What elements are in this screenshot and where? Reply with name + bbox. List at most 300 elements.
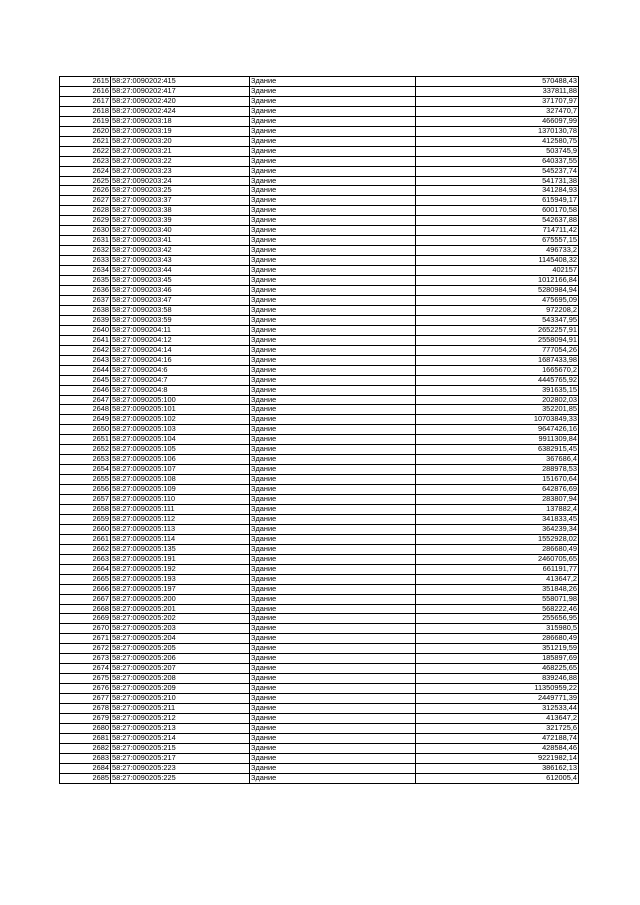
cadastral-value-cell: 4445765,92	[416, 375, 579, 385]
object-type-cell: Здание	[250, 295, 416, 305]
cadastral-value-cell: 642876,69	[416, 485, 579, 495]
cadastral-value-cell: 10703849,33	[416, 415, 579, 425]
cadastral-value-cell: 600170,58	[416, 206, 579, 216]
cadastral-value-cell: 402157	[416, 266, 579, 276]
cadastral-number-cell: 58:27:0090203:42	[111, 246, 250, 256]
row-number-cell: 2643	[60, 355, 111, 365]
row-number-cell: 2623	[60, 156, 111, 166]
table-row	[60, 564, 579, 574]
cadastral-value-cell: 327470,7	[416, 106, 579, 116]
cadastral-value-cell: 371707,97	[416, 96, 579, 106]
cadastral-number-cell: 58:27:0090205:214	[111, 733, 250, 743]
table-row	[60, 445, 579, 455]
cadastral-number-cell: 58:27:0090203:41	[111, 236, 250, 246]
row-number-cell: 2632	[60, 246, 111, 256]
object-type-cell: Здание	[250, 405, 416, 415]
cadastral-number-cell: 58:27:0090205:203	[111, 624, 250, 634]
cadastral-value-cell: 364239,34	[416, 524, 579, 534]
table-row	[60, 405, 579, 415]
cadastral-number-cell: 58:27:0090205:107	[111, 465, 250, 475]
row-number-cell: 2645	[60, 375, 111, 385]
table-row	[60, 624, 579, 634]
row-number-cell: 2640	[60, 325, 111, 335]
cadastral-value-cell: 558071,98	[416, 594, 579, 604]
object-type-cell: Здание	[250, 684, 416, 694]
cadastral-value-cell: 612005,4	[416, 773, 579, 783]
row-number-cell: 2641	[60, 335, 111, 345]
object-type-cell: Здание	[250, 475, 416, 485]
cadastral-number-cell: 58:27:0090205:114	[111, 534, 250, 544]
cadastral-number-cell: 58:27:0090205:102	[111, 415, 250, 425]
cadastral-value-cell: 288978,53	[416, 465, 579, 475]
table-row	[60, 335, 579, 345]
cadastral-number-cell: 58:27:0090203:22	[111, 156, 250, 166]
table-row	[60, 126, 579, 136]
object-type-cell: Здание	[250, 166, 416, 176]
cadastral-value-cell: 714711,42	[416, 226, 579, 236]
cadastral-number-cell: 58:27:0090203:45	[111, 276, 250, 286]
object-type-cell: Здание	[250, 206, 416, 216]
cadastral-value-cell: 137882,4	[416, 504, 579, 514]
cadastral-value-cell: 386162,13	[416, 763, 579, 773]
cadastral-number-cell: 58:27:0090205:211	[111, 704, 250, 714]
row-number-cell: 2637	[60, 295, 111, 305]
table-row	[60, 644, 579, 654]
table-row	[60, 246, 579, 256]
table-row	[60, 156, 579, 166]
row-number-cell: 2680	[60, 723, 111, 733]
object-type-cell: Здание	[250, 116, 416, 126]
table-row	[60, 375, 579, 385]
cadastral-number-cell: 58:27:0090205:100	[111, 395, 250, 405]
cadastral-number-cell: 58:27:0090203:58	[111, 305, 250, 315]
object-type-cell: Здание	[250, 763, 416, 773]
row-number-cell: 2658	[60, 504, 111, 514]
object-type-cell: Здание	[250, 624, 416, 634]
cadastral-value-cell: 615949,17	[416, 196, 579, 206]
row-number-cell: 2625	[60, 176, 111, 186]
cadastral-value-cell: 185897,69	[416, 654, 579, 664]
cadastral-number-cell: 58:27:0090205:205	[111, 644, 250, 654]
row-number-cell: 2636	[60, 286, 111, 296]
cadastral-number-cell: 58:27:0090205:112	[111, 514, 250, 524]
cadastral-value-cell: 839246,88	[416, 674, 579, 684]
cadastral-number-cell: 58:27:0090205:191	[111, 554, 250, 564]
table-row	[60, 714, 579, 724]
table-row	[60, 574, 579, 584]
cadastral-value-cell: 255656,95	[416, 614, 579, 624]
row-number-cell: 2651	[60, 435, 111, 445]
table-row	[60, 733, 579, 743]
object-type-cell: Здание	[250, 266, 416, 276]
object-type-cell: Здание	[250, 315, 416, 325]
object-type-cell: Здание	[250, 753, 416, 763]
cadastral-value-cell: 315980,5	[416, 624, 579, 634]
object-type-cell: Здание	[250, 604, 416, 614]
object-type-cell: Здание	[250, 544, 416, 554]
cadastral-number-cell: 58:27:0090205:204	[111, 634, 250, 644]
row-number-cell: 2620	[60, 126, 111, 136]
cadastral-value-cell: 9221982,14	[416, 753, 579, 763]
cadastral-value-cell: 640337,55	[416, 156, 579, 166]
cadastral-value-cell: 1012166,84	[416, 276, 579, 286]
cadastral-number-cell: 58:27:0090204:6	[111, 365, 250, 375]
table-row	[60, 455, 579, 465]
table-row	[60, 186, 579, 196]
table-row	[60, 295, 579, 305]
row-number-cell: 2618	[60, 106, 111, 116]
object-type-cell: Здание	[250, 425, 416, 435]
object-type-cell: Здание	[250, 256, 416, 266]
row-number-cell: 2628	[60, 206, 111, 216]
object-type-cell: Здание	[250, 286, 416, 296]
cadastral-value-cell: 413647,2	[416, 714, 579, 724]
cadastral-value-cell: 341833,45	[416, 514, 579, 524]
table-row	[60, 743, 579, 753]
cadastral-number-cell: 58:27:0090203:40	[111, 226, 250, 236]
cadastral-number-cell: 58:27:0090205:212	[111, 714, 250, 724]
table-row	[60, 534, 579, 544]
table-row	[60, 325, 579, 335]
cadastral-number-cell: 58:27:0090202:417	[111, 86, 250, 96]
row-number-cell: 2642	[60, 345, 111, 355]
cadastral-number-cell: 58:27:0090205:108	[111, 475, 250, 485]
row-number-cell: 2670	[60, 624, 111, 634]
cadastral-number-cell: 58:27:0090205:197	[111, 584, 250, 594]
row-number-cell: 2671	[60, 634, 111, 644]
cadastral-value-cell: 1665670,2	[416, 365, 579, 375]
cadastral-number-cell: 58:27:0090205:213	[111, 723, 250, 733]
row-number-cell: 2677	[60, 694, 111, 704]
cadastral-value-cell: 202802,03	[416, 395, 579, 405]
cadastral-value-cell: 475695,09	[416, 295, 579, 305]
row-number-cell: 2674	[60, 664, 111, 674]
cadastral-number-cell: 58:27:0090205:193	[111, 574, 250, 584]
table-row	[60, 106, 579, 116]
cadastral-value-cell: 1552928,02	[416, 534, 579, 544]
object-type-cell: Здание	[250, 96, 416, 106]
row-number-cell: 2672	[60, 644, 111, 654]
cadastral-number-cell: 58:27:0090204:11	[111, 325, 250, 335]
object-type-cell: Здание	[250, 126, 416, 136]
object-type-cell: Здание	[250, 465, 416, 475]
cadastral-value-cell: 9647426,16	[416, 425, 579, 435]
object-type-cell: Здание	[250, 733, 416, 743]
table-row	[60, 594, 579, 604]
cadastral-value-cell: 9911309,84	[416, 435, 579, 445]
cadastral-number-cell: 58:27:0090203:47	[111, 295, 250, 305]
object-type-cell: Здание	[250, 485, 416, 495]
cadastral-value-cell: 286680,49	[416, 544, 579, 554]
object-type-cell: Здание	[250, 594, 416, 604]
table-row	[60, 524, 579, 534]
cadastral-number-cell: 58:27:0090205:202	[111, 614, 250, 624]
table-row	[60, 315, 579, 325]
row-number-cell: 2626	[60, 186, 111, 196]
table-row	[60, 136, 579, 146]
object-type-cell: Здание	[250, 694, 416, 704]
cadastral-value-cell: 321725,6	[416, 723, 579, 733]
cadastral-value-cell: 777054,26	[416, 345, 579, 355]
cadastral-value-cell: 151670,64	[416, 475, 579, 485]
object-type-cell: Здание	[250, 574, 416, 584]
cadastral-number-cell: 58:27:0090205:207	[111, 664, 250, 674]
table-row	[60, 226, 579, 236]
row-number-cell: 2663	[60, 554, 111, 564]
object-type-cell: Здание	[250, 445, 416, 455]
cadastral-number-cell: 58:27:0090205:109	[111, 485, 250, 495]
cadastral-value-cell: 367686,4	[416, 455, 579, 465]
table-row	[60, 604, 579, 614]
table-row	[60, 465, 579, 475]
row-number-cell: 2621	[60, 136, 111, 146]
cadastral-value-cell: 472188,74	[416, 733, 579, 743]
table-row	[60, 654, 579, 664]
cadastral-number-cell: 58:27:0090203:19	[111, 126, 250, 136]
object-type-cell: Здание	[250, 495, 416, 505]
row-number-cell: 2635	[60, 276, 111, 286]
table-row	[60, 176, 579, 186]
row-number-cell: 2644	[60, 365, 111, 375]
table-row	[60, 206, 579, 216]
cadastral-number-cell: 58:27:0090204:7	[111, 375, 250, 385]
cadastral-number-cell: 58:27:0090202:424	[111, 106, 250, 116]
cadastral-number-cell: 58:27:0090203:21	[111, 146, 250, 156]
row-number-cell: 2659	[60, 514, 111, 524]
object-type-cell: Здание	[250, 106, 416, 116]
object-type-cell: Здание	[250, 504, 416, 514]
object-type-cell: Здание	[250, 246, 416, 256]
row-number-cell: 2639	[60, 315, 111, 325]
cadastral-value-cell: 351219,59	[416, 644, 579, 654]
object-type-cell: Здание	[250, 674, 416, 684]
row-number-cell: 2661	[60, 534, 111, 544]
table-row	[60, 475, 579, 485]
row-number-cell: 2652	[60, 445, 111, 455]
object-type-cell: Здание	[250, 146, 416, 156]
cadastral-value-cell: 283807,94	[416, 495, 579, 505]
object-type-cell: Здание	[250, 385, 416, 395]
object-type-cell: Здание	[250, 714, 416, 724]
table-row	[60, 694, 579, 704]
row-number-cell: 2649	[60, 415, 111, 425]
cadastral-number-cell: 58:27:0090205:135	[111, 544, 250, 554]
table-row	[60, 634, 579, 644]
table-row	[60, 704, 579, 714]
row-number-cell: 2667	[60, 594, 111, 604]
row-number-cell: 2679	[60, 714, 111, 724]
object-type-cell: Здание	[250, 435, 416, 445]
table-row	[60, 216, 579, 226]
table-row	[60, 305, 579, 315]
row-number-cell: 2633	[60, 256, 111, 266]
table-row	[60, 256, 579, 266]
table-row	[60, 196, 579, 206]
object-type-cell: Здание	[250, 514, 416, 524]
table-row	[60, 495, 579, 505]
table-row	[60, 514, 579, 524]
table-row	[60, 435, 579, 445]
row-number-cell: 2685	[60, 773, 111, 783]
row-number-cell: 2654	[60, 465, 111, 475]
object-type-cell: Здание	[250, 554, 416, 564]
table-row	[60, 77, 579, 87]
cadastral-value-cell: 570488,43	[416, 77, 579, 87]
cadastral-number-cell: 58:27:0090205:215	[111, 743, 250, 753]
row-number-cell: 2678	[60, 704, 111, 714]
cadastral-value-cell: 466097,99	[416, 116, 579, 126]
cadastral-number-cell: 58:27:0090204:16	[111, 355, 250, 365]
cadastral-value-cell: 496733,2	[416, 246, 579, 256]
table-row	[60, 345, 579, 355]
cadastral-number-cell: 58:27:0090203:23	[111, 166, 250, 176]
cadastral-value-cell: 1145408,32	[416, 256, 579, 266]
cadastral-number-cell: 58:27:0090205:225	[111, 773, 250, 783]
cadastral-number-cell: 58:27:0090205:208	[111, 674, 250, 684]
cadastral-number-cell: 58:27:0090205:111	[111, 504, 250, 514]
table-row	[60, 276, 579, 286]
row-number-cell: 2682	[60, 743, 111, 753]
table-row	[60, 146, 579, 156]
cadastral-value-cell: 5280984,94	[416, 286, 579, 296]
table-row	[60, 96, 579, 106]
row-number-cell: 2665	[60, 574, 111, 584]
cadastral-number-cell: 58:27:0090203:46	[111, 286, 250, 296]
cadastral-value-cell: 543347,95	[416, 315, 579, 325]
cadastral-value-cell: 1687433,98	[416, 355, 579, 365]
row-number-cell: 2657	[60, 495, 111, 505]
cadastral-number-cell: 58:27:0090205:106	[111, 455, 250, 465]
cadastral-number-cell: 58:27:0090204:14	[111, 345, 250, 355]
cadastral-number-cell: 58:27:0090205:101	[111, 405, 250, 415]
cadastral-value-cell: 341284,93	[416, 186, 579, 196]
object-type-cell: Здание	[250, 276, 416, 286]
object-type-cell: Здание	[250, 335, 416, 345]
object-type-cell: Здание	[250, 704, 416, 714]
cadastral-number-cell: 58:27:0090204:8	[111, 385, 250, 395]
cadastral-value-cell: 428584,46	[416, 743, 579, 753]
table-row	[60, 614, 579, 624]
table-body	[60, 77, 579, 784]
cadastral-value-cell: 972208,2	[416, 305, 579, 315]
row-number-cell: 2650	[60, 425, 111, 435]
object-type-cell: Здание	[250, 345, 416, 355]
object-type-cell: Здание	[250, 564, 416, 574]
table-row	[60, 355, 579, 365]
table-row	[60, 753, 579, 763]
object-type-cell: Здание	[250, 534, 416, 544]
table-row	[60, 415, 579, 425]
cadastral-number-cell: 58:27:0090205:105	[111, 445, 250, 455]
cadastral-value-cell: 503745,9	[416, 146, 579, 156]
table-row	[60, 773, 579, 783]
cadastral-number-cell: 58:27:0090205:103	[111, 425, 250, 435]
table-row	[60, 485, 579, 495]
row-number-cell: 2622	[60, 146, 111, 156]
cadastral-number-cell: 58:27:0090204:12	[111, 335, 250, 345]
row-number-cell: 2647	[60, 395, 111, 405]
cadastral-number-cell: 58:27:0090205:104	[111, 435, 250, 445]
row-number-cell: 2681	[60, 733, 111, 743]
object-type-cell: Здание	[250, 773, 416, 783]
object-type-cell: Здание	[250, 375, 416, 385]
table-row	[60, 504, 579, 514]
cadastral-value-cell: 541731,38	[416, 176, 579, 186]
table-row	[60, 554, 579, 564]
cadastral-number-cell: 58:27:0090203:25	[111, 186, 250, 196]
cadastral-number-cell: 58:27:0090205:217	[111, 753, 250, 763]
cadastral-number-cell: 58:27:0090205:223	[111, 763, 250, 773]
object-type-cell: Здание	[250, 216, 416, 226]
cadastral-value-cell: 413647,2	[416, 574, 579, 584]
object-type-cell: Здание	[250, 77, 416, 87]
object-type-cell: Здание	[250, 236, 416, 246]
row-number-cell: 2675	[60, 674, 111, 684]
table-row	[60, 395, 579, 405]
object-type-cell: Здание	[250, 664, 416, 674]
table-row	[60, 286, 579, 296]
cadastral-number-cell: 58:27:0090205:209	[111, 684, 250, 694]
cadastral-number-cell: 58:27:0090203:38	[111, 206, 250, 216]
table-row	[60, 763, 579, 773]
object-type-cell: Здание	[250, 226, 416, 236]
object-type-cell: Здание	[250, 644, 416, 654]
object-type-cell: Здание	[250, 455, 416, 465]
object-type-cell: Здание	[250, 395, 416, 405]
row-number-cell: 2634	[60, 266, 111, 276]
cadastral-value-cell: 661191,77	[416, 564, 579, 574]
row-number-cell: 2660	[60, 524, 111, 534]
cadastral-value-cell: 1370130,78	[416, 126, 579, 136]
table-row	[60, 236, 579, 246]
object-type-cell: Здание	[250, 743, 416, 753]
table-row	[60, 684, 579, 694]
object-type-cell: Здание	[250, 176, 416, 186]
cadastral-value-cell: 468225,65	[416, 664, 579, 674]
cadastral-value-cell: 2558094,91	[416, 335, 579, 345]
cadastral-value-cell: 352201,85	[416, 405, 579, 415]
row-number-cell: 2646	[60, 385, 111, 395]
object-type-cell: Здание	[250, 305, 416, 315]
object-type-cell: Здание	[250, 634, 416, 644]
cadastral-number-cell: 58:27:0090203:43	[111, 256, 250, 266]
table-row	[60, 723, 579, 733]
table-row	[60, 544, 579, 554]
cadastral-value-cell: 337811,88	[416, 86, 579, 96]
row-number-cell: 2631	[60, 236, 111, 246]
cadastral-number-cell: 58:27:0090203:44	[111, 266, 250, 276]
row-number-cell: 2629	[60, 216, 111, 226]
object-type-cell: Здание	[250, 654, 416, 664]
cadastral-value-cell: 545237,74	[416, 166, 579, 176]
object-type-cell: Здание	[250, 723, 416, 733]
row-number-cell: 2615	[60, 77, 111, 87]
row-number-cell: 2656	[60, 485, 111, 495]
table-row	[60, 584, 579, 594]
object-type-cell: Здание	[250, 156, 416, 166]
table-row	[60, 86, 579, 96]
table-row	[60, 266, 579, 276]
row-number-cell: 2624	[60, 166, 111, 176]
row-number-cell: 2666	[60, 584, 111, 594]
cadastral-value-cell: 2460705,65	[416, 554, 579, 564]
row-number-cell: 2653	[60, 455, 111, 465]
row-number-cell: 2638	[60, 305, 111, 315]
cadastral-number-cell: 58:27:0090205:192	[111, 564, 250, 574]
row-number-cell: 2676	[60, 684, 111, 694]
table-row	[60, 664, 579, 674]
row-number-cell: 2627	[60, 196, 111, 206]
